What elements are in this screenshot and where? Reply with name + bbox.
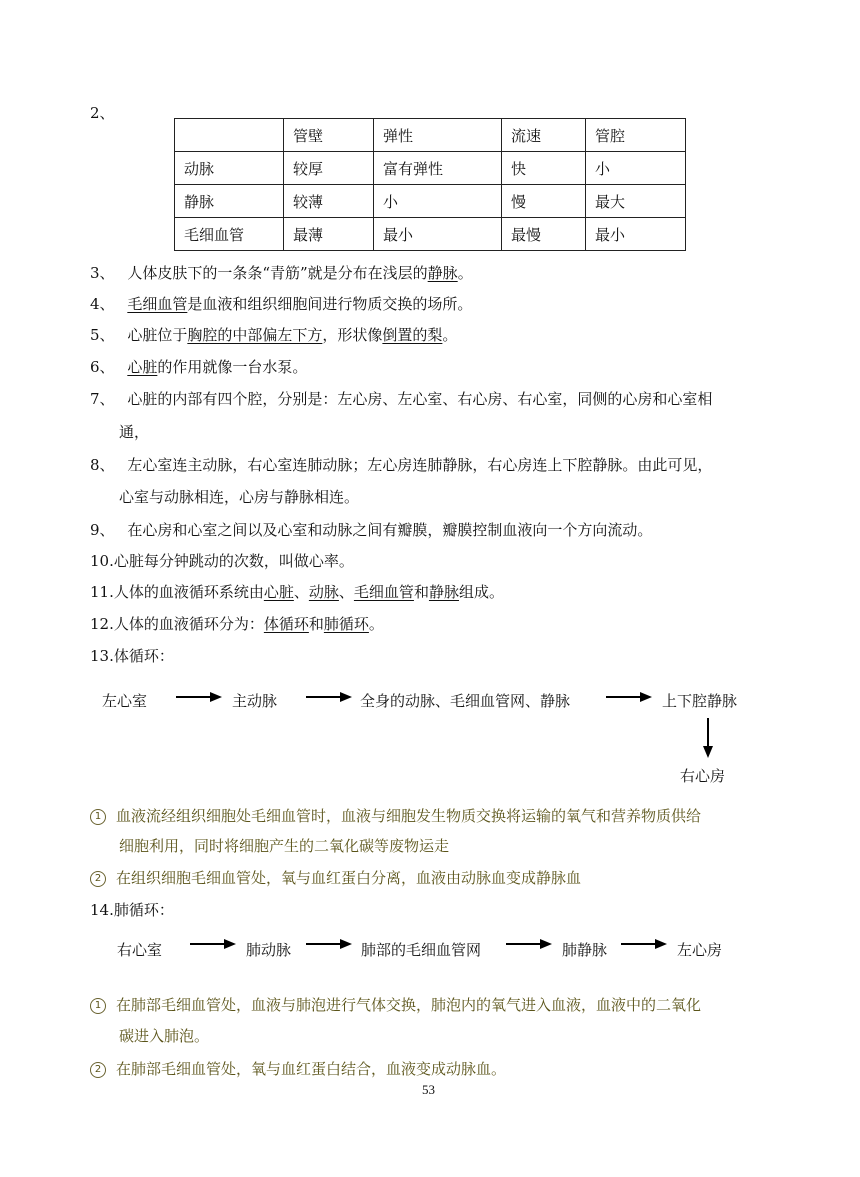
circled-number-icon: 2 [90, 1062, 106, 1078]
circled-number-icon: 2 [90, 871, 106, 887]
list-item-7: 7、 心脏的内部有四个腔，分别是：左心房、左心室、右心房、右心室，同侧的心房和心室相 [90, 390, 713, 408]
table-header-cell: 管壁 [284, 119, 374, 152]
systemic-note-1: 1 血液流经组织细胞处毛细血管时，血液与细胞发生物质交换将运输的氧气和营养物质供给 [90, 805, 701, 826]
flow-node: 主动脉 [232, 692, 278, 710]
list-item-4: 4、 毛细血管是血液和组织细胞间进行物质交换的场所。 [90, 295, 473, 313]
flow-node: 右心房 [680, 767, 726, 785]
answer-underline: 体循环 [263, 615, 309, 633]
table-row [175, 185, 686, 218]
table-cell: 小 [586, 152, 686, 185]
flow-node: 右心室 [117, 941, 163, 959]
list-item-14: 14.肺循环： [90, 901, 174, 919]
table-cell: 较薄 [284, 185, 374, 218]
answer-underline: 心脏 [127, 358, 158, 376]
table-cell: 最慢 [502, 218, 586, 251]
list-item-9: 9、 在心房和心室之间以及心室和动脉之间有瓣膜，瓣膜控制血液向一个方向流动。 [90, 521, 653, 539]
list-item-3: 3、 人体皮肤下的一条条“青筋”就是分布在浅层的静脉。 [90, 264, 473, 282]
answer-underline: 静脉 [428, 583, 459, 601]
systemic-note-2: 2 在组织细胞毛细血管处，氧与血红蛋白分离，血液由动脉血变成静脉血 [90, 867, 581, 888]
systemic-note-1-continued: 细胞利用，同时将细胞产生的二氧化碳等废物运走 [119, 837, 450, 855]
answer-underline: 肺循环 [323, 615, 369, 633]
answer-underline: 倒置的梨 [382, 326, 443, 344]
answer-underline: 静脉 [427, 264, 458, 282]
list-item-10: 10.心脏每分钟跳动的次数，叫做心率。 [90, 552, 354, 570]
arrow-right-icon [621, 937, 667, 951]
table-row [175, 152, 686, 185]
table-cell: 动脉 [175, 152, 284, 185]
circled-number-icon: 1 [90, 809, 106, 825]
arrow-down-icon [701, 718, 715, 758]
answer-underline: 毛细血管 [127, 295, 188, 313]
table-cell: 快 [502, 152, 586, 185]
table-row [175, 218, 686, 251]
answer-underline: 心脏 [263, 583, 294, 601]
flow-node: 肺静脉 [562, 941, 608, 959]
arrow-right-icon [306, 690, 352, 704]
table-cell: 慢 [502, 185, 586, 218]
table-cell: 最大 [586, 185, 686, 218]
table-header-cell [175, 119, 284, 152]
table-cell: 静脉 [175, 185, 284, 218]
list-item-8-continued: 心室与动脉相连，心房与静脉相连。 [119, 488, 360, 506]
answer-underline: 胸腔的中部偏左下方 [187, 326, 323, 344]
table-cell: 较厚 [284, 152, 374, 185]
list-item-12: 12.人体的血液循环分为：体循环和肺循环。 [90, 615, 384, 633]
pulmonary-note-1: 1 在肺部毛细血管处，血液与肺泡进行气体交换，肺泡内的氧气进入血液，血液中的二氧化 [90, 994, 701, 1015]
table-header-cell: 流速 [502, 119, 586, 152]
arrow-right-icon [606, 690, 652, 704]
arrow-right-icon [306, 937, 352, 951]
list-item-5: 5、 心脏位于胸腔的中部偏左下方，形状像倒置的梨。 [90, 326, 458, 344]
flow-node: 左心房 [677, 941, 723, 959]
section-2-label: 2、 [90, 104, 115, 122]
list-item-6: 6、 心脏的作用就像一台水泵。 [90, 358, 308, 376]
table-header-row [175, 119, 686, 152]
table-cell: 富有弹性 [374, 152, 502, 185]
page-number: 53 [422, 1082, 435, 1097]
answer-underline: 毛细血管 [353, 583, 414, 601]
flow-node: 左心室 [102, 692, 148, 710]
table-cell: 最薄 [284, 218, 374, 251]
circled-number-icon: 1 [90, 998, 106, 1014]
pulmonary-note-2: 2 在肺部毛细血管处，氧与血红蛋白结合，血液变成动脉血。 [90, 1058, 506, 1079]
list-item-8: 8、 左心室连主动脉，右心室连肺动脉；左心房连肺静脉，右心房连上下腔静脉。由此可见， [90, 456, 713, 474]
table-cell: 最小 [586, 218, 686, 251]
table-cell: 最小 [374, 218, 502, 251]
table-header-cell: 弹性 [374, 119, 502, 152]
answer-underline: 动脉 [308, 583, 339, 601]
flow-node: 全身的动脉、毛细血管网、静脉 [360, 692, 571, 710]
table-cell: 小 [374, 185, 502, 218]
pulmonary-note-1-continued: 碳进入肺泡。 [119, 1027, 210, 1045]
list-item-7-continued: 通， [119, 423, 150, 441]
list-item-13: 13.体循环： [90, 647, 174, 665]
arrow-right-icon [176, 690, 222, 704]
flow-node: 上下腔静脉 [662, 692, 738, 710]
arrow-right-icon [506, 937, 552, 951]
flow-node: 肺部的毛细血管网 [361, 941, 482, 959]
table-header-cell: 管腔 [586, 119, 686, 152]
vessel-comparison-table [174, 118, 686, 251]
list-item-11: 11.人体的血液循环系统由心脏、动脉、毛细血管和静脉组成。 [90, 583, 504, 601]
table-cell: 毛细血管 [175, 218, 284, 251]
arrow-right-icon [190, 937, 236, 951]
flow-node: 肺动脉 [246, 941, 292, 959]
